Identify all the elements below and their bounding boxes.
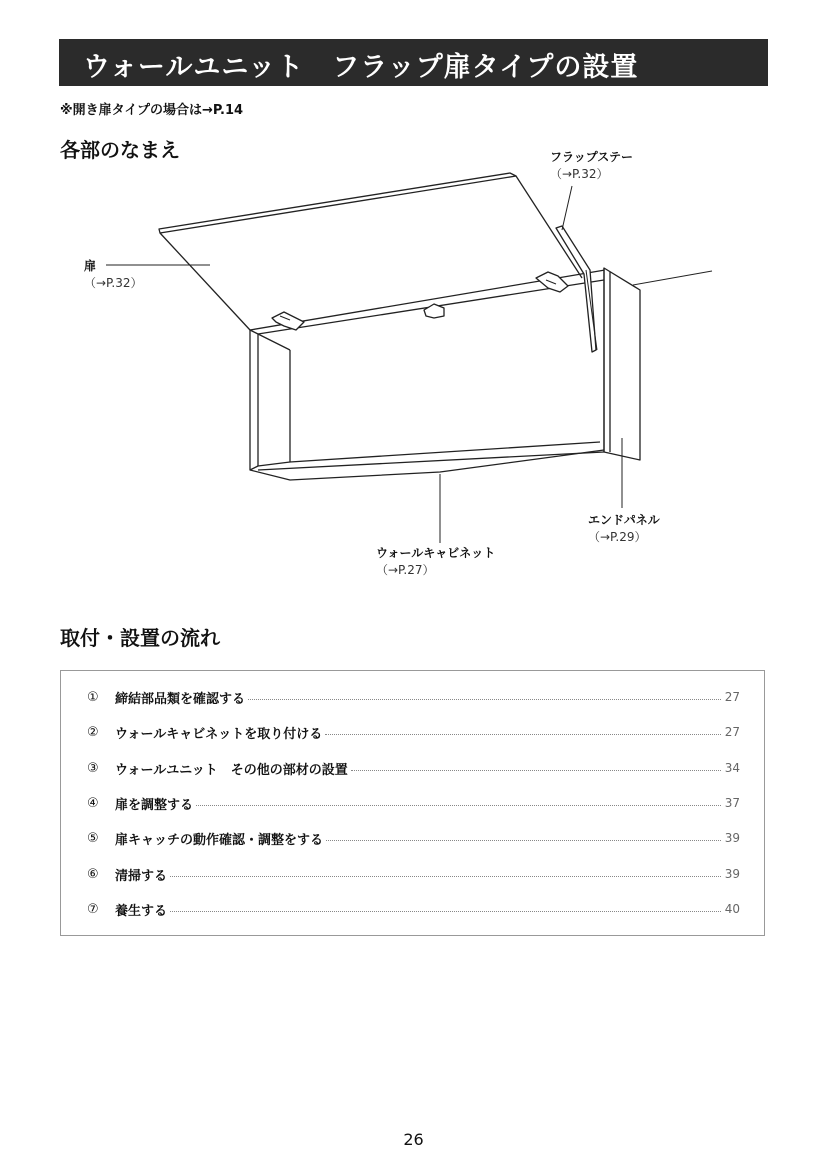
step-label: 養生する: [115, 903, 168, 919]
step-number: ③: [87, 760, 99, 776]
callout-wall-cabinet: [376, 545, 495, 579]
step-item: [87, 687, 740, 707]
step-number: ⑥: [87, 866, 99, 882]
callout-flap-stay-ref: （→P.32）: [550, 167, 609, 181]
callout-door-name: 扉: [84, 259, 97, 273]
step-number: ⑤: [87, 830, 99, 846]
wall-line: [633, 271, 712, 285]
step-page: 27: [724, 690, 740, 704]
step-label: 扉キャッチの動作確認・調整をする: [115, 832, 324, 848]
step-label: 扉を調整する: [115, 797, 194, 813]
step-item: [87, 899, 740, 919]
title-bar: [59, 39, 768, 86]
door-panel: [159, 173, 516, 233]
step-label: ウォールユニット その他の部材の設置: [115, 762, 348, 778]
step-page: 37: [724, 796, 740, 810]
dot-leader: [170, 910, 721, 912]
callout-end-panel: [588, 512, 660, 546]
callout-door-ref: （→P.32）: [84, 276, 143, 290]
leader-flap-stay: [562, 186, 572, 230]
step-label: ウォールキャビネットを取り付ける: [115, 726, 323, 742]
step-page: 39: [724, 867, 740, 881]
hinge-center: [424, 304, 444, 318]
page-number: 26: [403, 1130, 424, 1149]
step-item: [87, 758, 740, 778]
step-number: ⑦: [87, 901, 99, 917]
callout-door: [84, 258, 143, 292]
callout-flap-stay: [550, 149, 633, 183]
hinge-left: [272, 312, 304, 330]
step-label: 清掃する: [115, 868, 168, 884]
step-number: ②: [87, 724, 99, 740]
flow-heading: 取付・設置の流れ: [60, 626, 220, 650]
dot-leader: [325, 733, 721, 735]
step-number: ④: [87, 795, 99, 811]
step-item: [87, 793, 740, 813]
step-item: [87, 864, 740, 884]
dot-leader: [326, 839, 721, 841]
callout-flap-stay-name: フラップステー: [550, 150, 634, 164]
cabinet-diagram: [0, 140, 827, 610]
dot-leader: [196, 804, 721, 806]
dot-leader: [248, 698, 721, 700]
reference-note: ※開き扉タイプの場合は→P.14: [60, 103, 244, 118]
step-page: 40: [724, 902, 740, 916]
parts-heading: 各部のなまえ: [60, 138, 180, 162]
page-title: ウォールユニット フラップ扉タイプの設置: [83, 52, 639, 83]
step-page: 34: [724, 761, 740, 775]
callout-end-panel-ref: （→P.29）: [588, 530, 647, 544]
step-item: [87, 722, 740, 742]
step-number: ①: [87, 689, 99, 705]
callout-end-panel-name: エンドパネル: [588, 513, 660, 527]
dot-leader: [351, 769, 721, 771]
dot-leader: [170, 875, 721, 877]
step-label: 締結部品類を確認する: [115, 691, 246, 707]
installation-steps-box: [60, 670, 765, 936]
step-item: [87, 828, 740, 848]
callout-wall-cabinet-ref: （→P.27）: [376, 563, 435, 577]
cabinet-front: [250, 330, 604, 480]
step-page: 39: [724, 831, 740, 845]
callout-wall-cabinet-name: ウォールキャビネット: [376, 546, 496, 560]
step-page: 27: [724, 725, 740, 739]
